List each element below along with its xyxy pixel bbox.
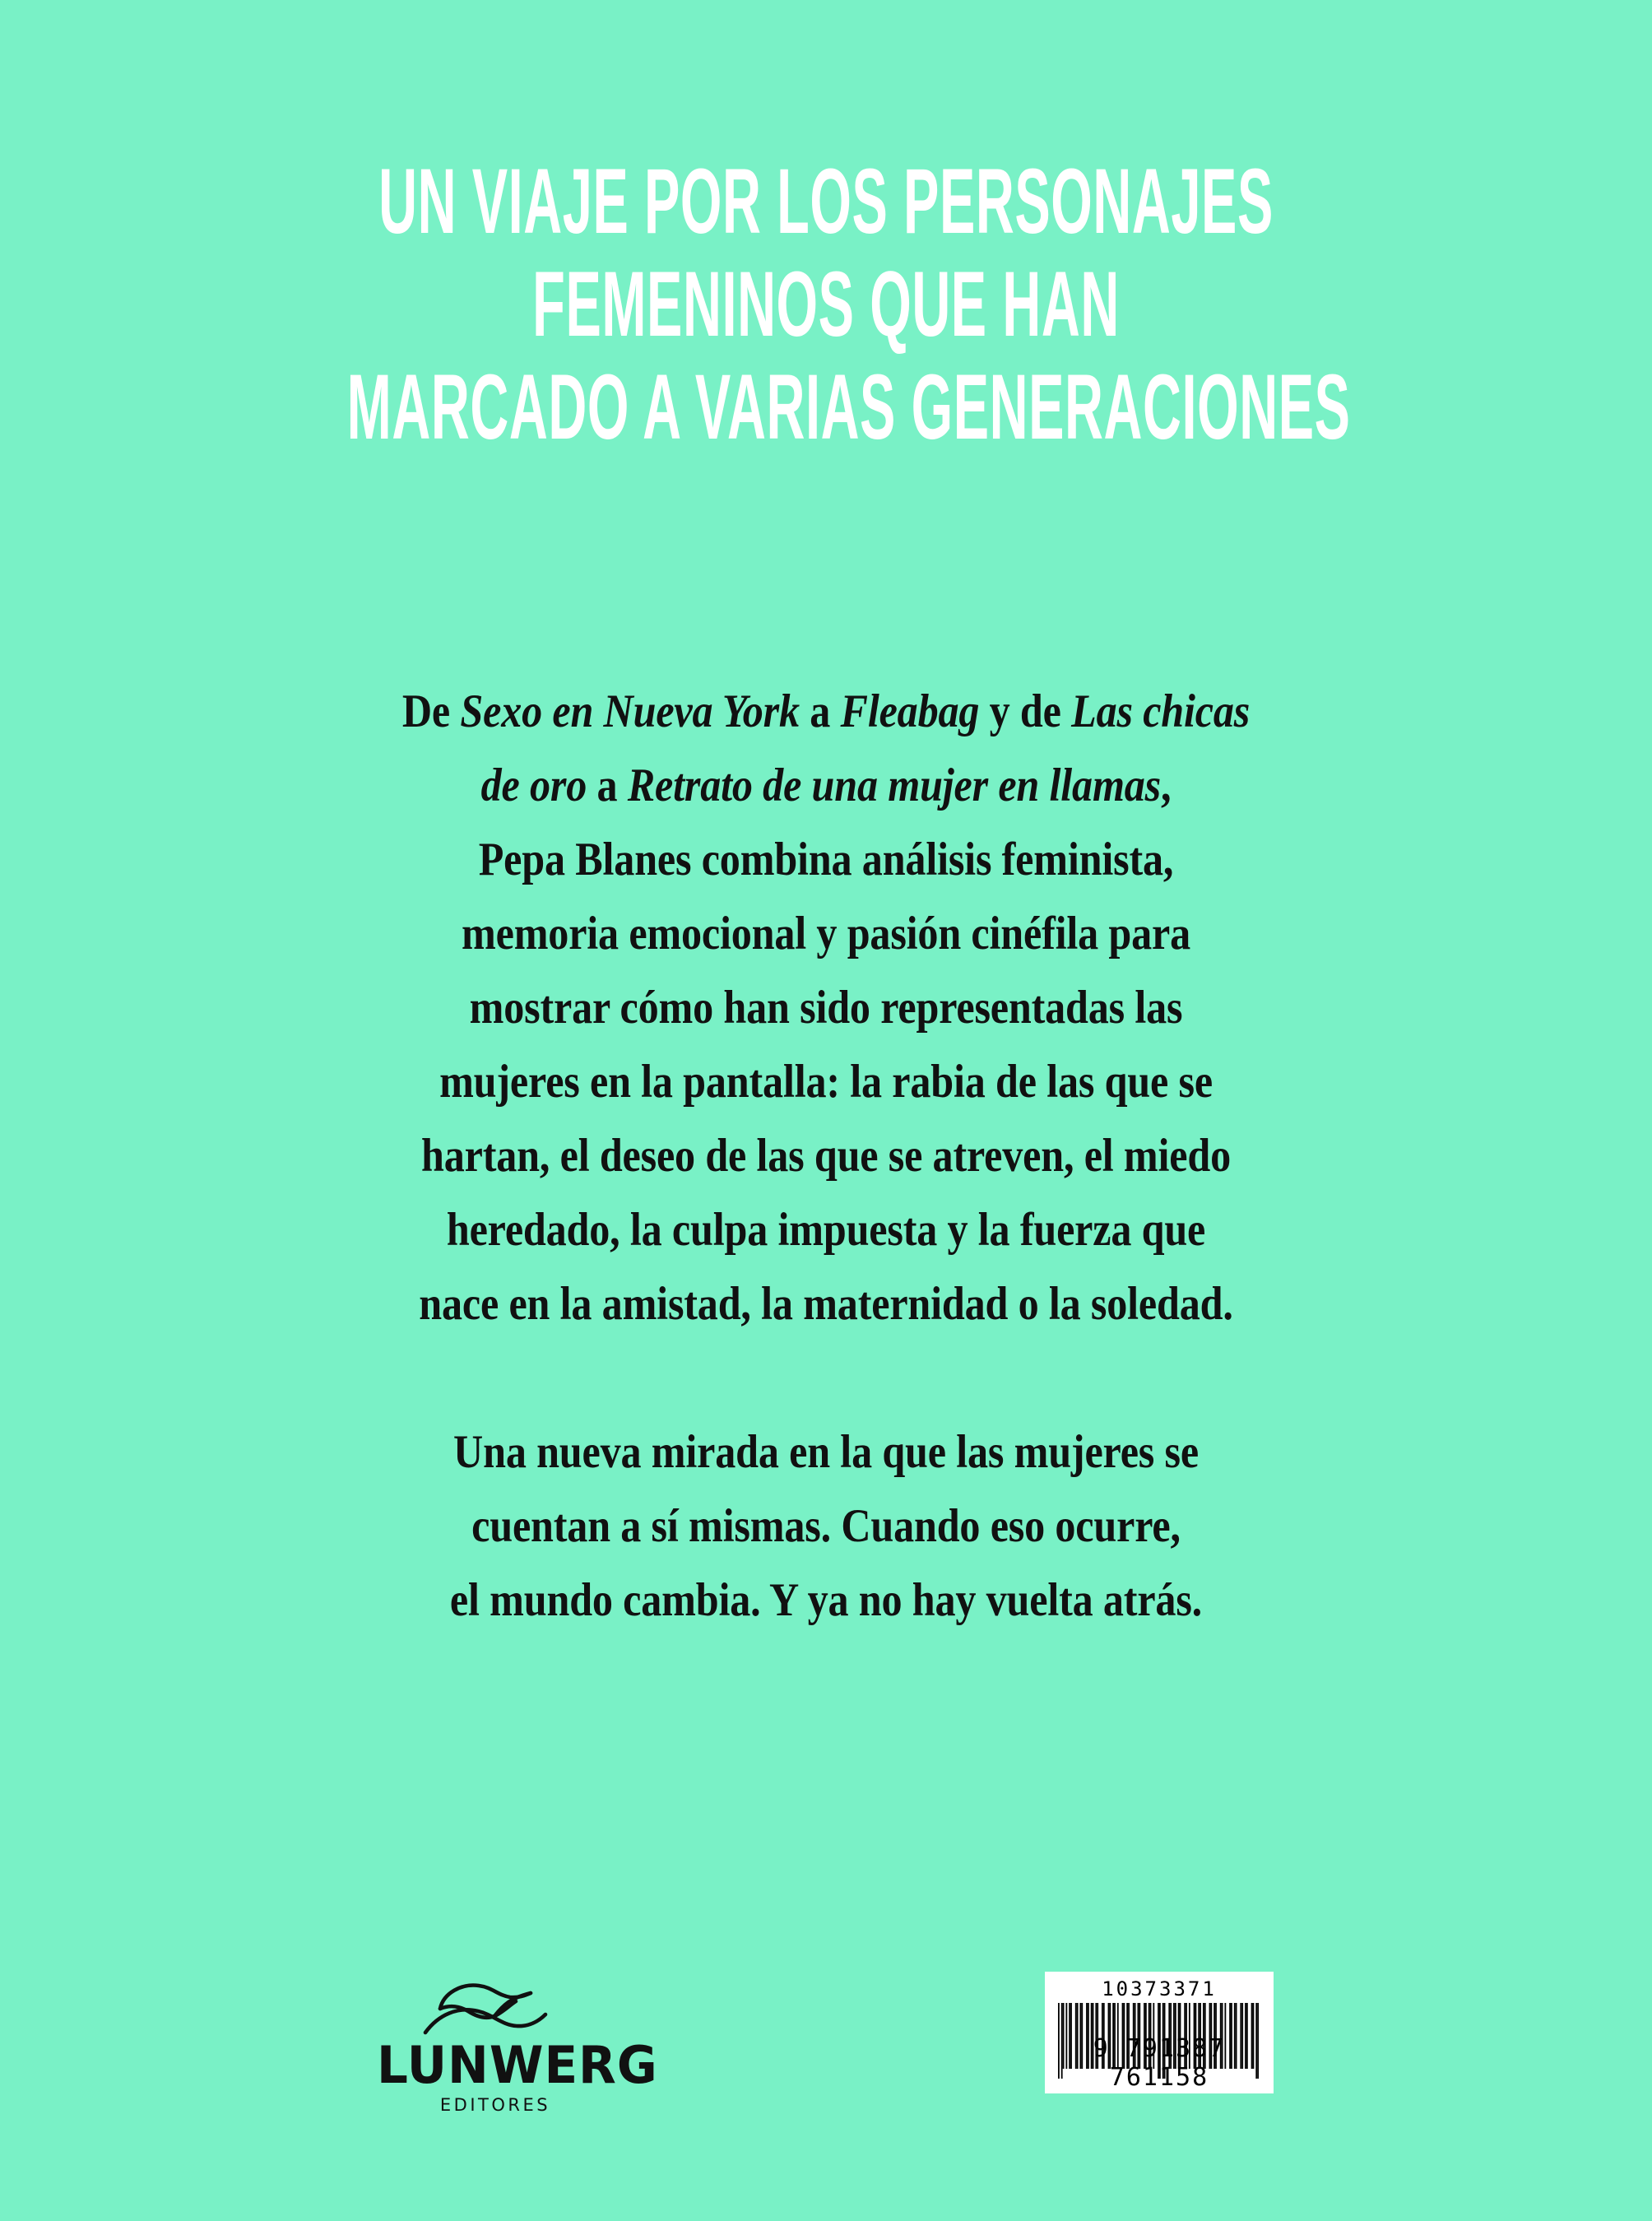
blurb-line: de oro a Retrato de una mujer en llamas, [480, 760, 1172, 811]
blurb-line: Una nueva mirada en la que las mujeres se [453, 1426, 1199, 1478]
blurb-line: el mundo cambia. Y ya no hay vuelta atrás. [449, 1574, 1203, 1626]
blurb-line: memoria emocional y pasión cinéfila para [462, 908, 1190, 959]
headline-block [0, 150, 1652, 458]
headline-line-2: FEMENINOS QUE HAN [532, 253, 1120, 355]
publisher-name: LUNWERG [377, 2035, 658, 2095]
blurb-line: hartan, el deseo de las que se atreven, el miedo [421, 1130, 1231, 1182]
publisher-logo [372, 1975, 658, 2123]
blurb-line: Pepa Blanes combina análisis feminista, [478, 834, 1174, 885]
barcode-top-number: 10373371 [1102, 1977, 1217, 2000]
blurb-line: cuentan a sí mismas. Cuando eso ocurre, [471, 1500, 1181, 1552]
blurb-line: mujeres en la pantalla: la rabia de las que se [439, 1056, 1213, 1108]
headline-line-1: UN VIAJE POR LOS PERSONAJES [378, 150, 1274, 253]
footer-block [0, 1958, 1652, 2172]
blurb-line: De Sexo en Nueva York a Fleabag y de Las chicas [401, 685, 1251, 737]
publisher-subtitle: EDITORES [439, 2095, 551, 2115]
blurb-line: heredado, la culpa impuesta y la fuerza que [446, 1204, 1206, 1256]
barcode [1045, 1972, 1274, 2093]
bird-swoosh-icon [392, 1975, 598, 2037]
blurb-line: mostrar cómo han sido representadas las [469, 982, 1183, 1034]
blurb-paragraph-1 [291, 675, 1361, 1341]
blurb-block [291, 675, 1361, 1638]
barcode-isbn-number: 9 791387 761158 [1093, 2034, 1226, 2092]
blurb-line: nace en la amistad, la maternidad o la soledad. [419, 1278, 1233, 1330]
blurb-paragraph-2 [291, 1415, 1361, 1638]
headline-line-3: MARCADO A VARIAS GENERACIONES [346, 355, 1351, 458]
